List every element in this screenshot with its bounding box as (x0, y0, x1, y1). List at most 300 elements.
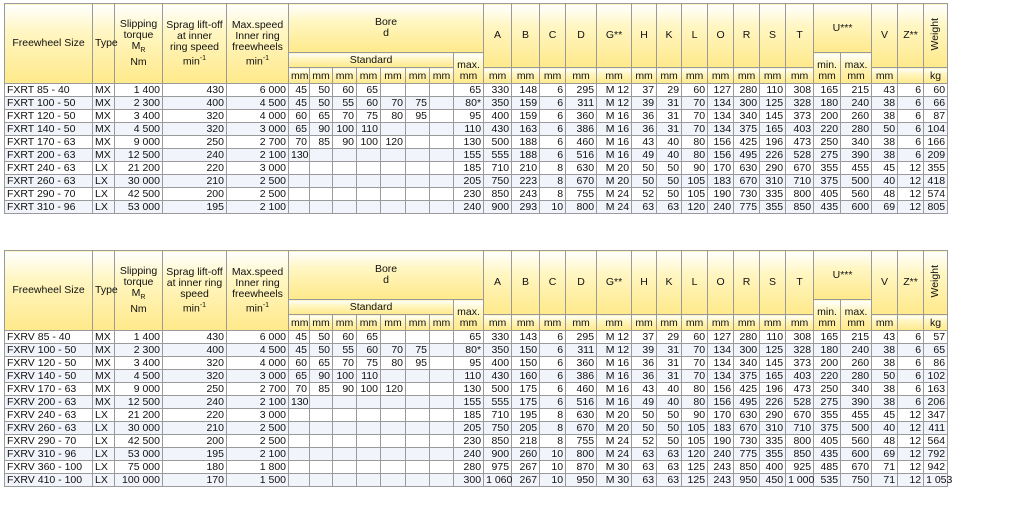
cell-bore-standard: 75 (357, 110, 381, 123)
cell-bore-max: 240 (454, 448, 484, 461)
cell-size: FXRT 170 - 63 (5, 136, 93, 149)
mm-unit: mm (734, 68, 760, 84)
cell-t: 328 (786, 344, 814, 357)
col-header-lift-off (163, 4, 227, 84)
cell-r: 670 (734, 175, 760, 188)
cell-k: 50 (657, 162, 682, 175)
cell-bore-standard (430, 188, 454, 201)
mm-unit: mm (459, 70, 478, 82)
cell-bore-standard: 75 (406, 97, 430, 110)
mm-unit: mm (818, 317, 836, 329)
cell-r: 950 (734, 474, 760, 487)
mm-unit: mm (357, 68, 381, 84)
cell-g: M 16 (597, 370, 632, 383)
cell-t: 710 (786, 422, 814, 435)
cell-d: 800 (566, 201, 597, 214)
cell-bore-standard: 90 (310, 370, 333, 383)
cell-type: MX (93, 344, 115, 357)
cell-kg: 65 (924, 344, 948, 357)
kg-unit: kg (924, 315, 948, 331)
cell-bore-standard (381, 422, 406, 435)
cell-z: 12 (898, 422, 924, 435)
cell-bore-standard (289, 474, 310, 487)
cell-torque: 53 000 (115, 448, 163, 461)
cell-umin: 405 (814, 435, 841, 448)
cell-lift-off: 430 (163, 331, 227, 344)
cell-umax: 215 (841, 84, 872, 97)
torque-label-line2: torque (123, 29, 154, 42)
cell-bore-standard (406, 435, 430, 448)
cell-b: 243 (512, 188, 540, 201)
cell-size: FXRV 170 - 63 (5, 383, 93, 396)
cell-umax: 390 (841, 396, 872, 409)
cell-type: MX (93, 136, 115, 149)
bore-label: Bore (374, 263, 398, 275)
cell-v: 38 (872, 97, 898, 110)
cell-umin: 375 (814, 175, 841, 188)
cell-umin: 200 (814, 357, 841, 370)
cell-a: 400 (484, 357, 512, 370)
cell-c: 10 (540, 201, 566, 214)
cell-lift-off: 250 (163, 136, 227, 149)
cell-bore-standard (310, 461, 333, 474)
cell-c: 6 (540, 97, 566, 110)
cell-bore-standard: 100 (333, 123, 357, 136)
mm-unit: mm (632, 68, 657, 84)
col-header-g: G** (597, 251, 632, 315)
table-row (5, 474, 948, 487)
cell-bore-standard: 60 (333, 84, 357, 97)
min-label: min. (817, 59, 837, 71)
cell-bore-standard (430, 422, 454, 435)
cell-bore-standard: 80 (381, 357, 406, 370)
cell-t: 403 (786, 370, 814, 383)
cell-max-speed: 2 100 (227, 201, 289, 214)
cell-bore-standard (357, 409, 381, 422)
cell-l: 105 (682, 422, 708, 435)
cell-v: 38 (872, 396, 898, 409)
cell-bore-max: 130 (454, 383, 484, 396)
mm-unit: mm (540, 68, 566, 84)
cell-bore-standard (406, 370, 430, 383)
cell-torque: 75 000 (115, 461, 163, 474)
cell-t: 403 (786, 123, 814, 136)
cell-size: FXRV 260 - 63 (5, 422, 93, 435)
mm-unit: mm (786, 315, 814, 331)
bore-standard-label: Standard (289, 53, 454, 68)
cell-size: FXRT 100 - 50 (5, 97, 93, 110)
torque-label-line1: Slipping (119, 18, 158, 31)
cell-bore-standard (406, 188, 430, 201)
cell-l: 60 (682, 84, 708, 97)
cell-max-speed: 1 800 (227, 461, 289, 474)
cell-z: 12 (898, 188, 924, 201)
cell-bore-standard: 55 (333, 97, 357, 110)
cell-bore-standard (333, 188, 357, 201)
cell-type: MX (93, 396, 115, 409)
cell-bore-max: 155 (454, 149, 484, 162)
col-header-lift-off (163, 251, 227, 331)
cell-h: 63 (632, 201, 657, 214)
mm-unit: mm (786, 68, 814, 84)
cell-bore-standard (430, 331, 454, 344)
cell-s: 310 (760, 422, 786, 435)
cell-bore-standard: 50 (310, 84, 333, 97)
mm-unit: mm (289, 315, 310, 331)
cell-torque: 21 200 (115, 162, 163, 175)
unit-blank (898, 315, 924, 331)
cell-t: 710 (786, 175, 814, 188)
cell-k: 29 (657, 84, 682, 97)
cell-v: 69 (872, 201, 898, 214)
cell-d: 360 (566, 357, 597, 370)
cell-bore-standard (406, 448, 430, 461)
cell-t: 800 (786, 188, 814, 201)
table-row (5, 383, 948, 396)
max-speed-label-line2: Inner ring (235, 29, 280, 42)
unit-blank (898, 68, 924, 84)
cell-bore-standard: 75 (406, 344, 430, 357)
cell-d: 311 (566, 97, 597, 110)
cell-bore-standard (430, 409, 454, 422)
mm-unit: mm (512, 68, 540, 84)
cell-v: 71 (872, 474, 898, 487)
table-row (5, 370, 948, 383)
cell-s: 145 (760, 357, 786, 370)
cell-v: 50 (872, 370, 898, 383)
cell-bore-standard: 130 (289, 396, 310, 409)
mm-unit: mm (484, 315, 512, 331)
cell-lift-off: 320 (163, 110, 227, 123)
cell-bore-standard (310, 396, 333, 409)
cell-umin: 375 (814, 422, 841, 435)
cell-k: 50 (657, 422, 682, 435)
cell-g: M 12 (597, 84, 632, 97)
cell-type: LX (93, 201, 115, 214)
cell-o: 134 (708, 344, 734, 357)
cell-type: MX (93, 383, 115, 396)
cell-torque: 4 500 (115, 123, 163, 136)
cell-d: 516 (566, 149, 597, 162)
cell-r: 375 (734, 370, 760, 383)
mm-unit: mm (381, 315, 406, 331)
cell-bore-standard (406, 422, 430, 435)
cell-bore-max: 65 (454, 84, 484, 97)
cell-size: FXRT 290 - 70 (5, 188, 93, 201)
cell-kg: 1 053 (924, 474, 948, 487)
cell-umax: 500 (841, 422, 872, 435)
cell-bore-standard: 100 (333, 370, 357, 383)
mm-unit: mm (566, 68, 597, 84)
cell-a: 710 (484, 409, 512, 422)
bore-standard-label: Standard (289, 300, 454, 315)
col-header-c: C (540, 251, 566, 315)
cell-bore-standard (406, 461, 430, 474)
cell-g: M 24 (597, 448, 632, 461)
cell-b: 210 (512, 162, 540, 175)
cell-b: 188 (512, 136, 540, 149)
cell-o: 127 (708, 84, 734, 97)
cell-g: M 20 (597, 175, 632, 188)
cell-size: FXRT 310 - 96 (5, 201, 93, 214)
fxrt-spec-table (4, 3, 948, 214)
cell-bore-max: 240 (454, 201, 484, 214)
cell-bore-standard: 65 (310, 357, 333, 370)
cell-kg: 564 (924, 435, 948, 448)
cell-v: 50 (872, 123, 898, 136)
bore-label: Bore (374, 16, 398, 28)
mm-unit: mm (847, 317, 865, 329)
cell-max-speed: 2 100 (227, 396, 289, 409)
cell-lift-off: 220 (163, 162, 227, 175)
col-header-v: V (872, 4, 898, 68)
cell-h: 49 (632, 396, 657, 409)
cell-k: 63 (657, 448, 682, 461)
cell-h: 63 (632, 448, 657, 461)
cell-size: FXRV 100 - 50 (5, 344, 93, 357)
table-row (5, 110, 948, 123)
cell-bore-standard (333, 396, 357, 409)
cell-r: 425 (734, 136, 760, 149)
cell-umax: 750 (841, 474, 872, 487)
cell-bore-standard (430, 357, 454, 370)
cell-h: 39 (632, 97, 657, 110)
cell-g: M 20 (597, 409, 632, 422)
col-header-type: Type (93, 4, 115, 84)
cell-bore-standard (357, 435, 381, 448)
cell-g: M 16 (597, 357, 632, 370)
torque-subscript: R (140, 294, 146, 302)
cell-t: 528 (786, 396, 814, 409)
cell-v: 69 (872, 448, 898, 461)
cell-c: 8 (540, 435, 566, 448)
cell-umin: 180 (814, 97, 841, 110)
cell-o: 240 (708, 448, 734, 461)
table-row (5, 435, 948, 448)
kg-unit: kg (924, 68, 948, 84)
cell-t: 670 (786, 162, 814, 175)
cell-l: 105 (682, 188, 708, 201)
cell-k: 29 (657, 331, 682, 344)
cell-h: 36 (632, 110, 657, 123)
cell-l: 60 (682, 331, 708, 344)
u-max-header (841, 53, 872, 84)
cell-bore-standard (406, 383, 430, 396)
cell-s: 290 (760, 409, 786, 422)
cell-bore-standard (310, 162, 333, 175)
cell-lift-off: 400 (163, 97, 227, 110)
col-header-weight (924, 251, 948, 315)
cell-kg: 104 (924, 123, 948, 136)
cell-c: 6 (540, 383, 566, 396)
cell-h: 52 (632, 435, 657, 448)
table-row (5, 448, 948, 461)
max-speed-unit: min (245, 55, 263, 68)
cell-bore-standard: 70 (381, 97, 406, 110)
cell-max-speed: 4 500 (227, 344, 289, 357)
cell-b: 175 (512, 396, 540, 409)
cell-b: 159 (512, 110, 540, 123)
cell-umax: 280 (841, 370, 872, 383)
cell-umin: 180 (814, 344, 841, 357)
cell-umax: 240 (841, 344, 872, 357)
cell-max-speed: 4 500 (227, 97, 289, 110)
cell-size: FXRV 240 - 63 (5, 409, 93, 422)
cell-t: 473 (786, 383, 814, 396)
cell-c: 10 (540, 474, 566, 487)
cell-bore-standard (406, 136, 430, 149)
cell-c: 8 (540, 409, 566, 422)
cell-bore-max: 185 (454, 409, 484, 422)
cell-kg: 206 (924, 396, 948, 409)
cell-k: 63 (657, 474, 682, 487)
cell-type: MX (93, 110, 115, 123)
cell-a: 1 060 (484, 474, 512, 487)
cell-bore-standard (333, 162, 357, 175)
cell-kg: 66 (924, 97, 948, 110)
cell-bore-standard (406, 84, 430, 97)
cell-h: 43 (632, 136, 657, 149)
cell-t: 1 000 (786, 474, 814, 487)
col-header-max-speed (227, 4, 289, 84)
cell-bore-standard: 90 (333, 383, 357, 396)
cell-umax: 390 (841, 149, 872, 162)
cell-kg: 57 (924, 331, 948, 344)
cell-t: 850 (786, 448, 814, 461)
cell-d: 630 (566, 162, 597, 175)
cell-v: 38 (872, 149, 898, 162)
cell-bore-standard: 100 (357, 383, 381, 396)
col-header-b: B (512, 251, 540, 315)
cell-r: 340 (734, 110, 760, 123)
cell-umax: 560 (841, 435, 872, 448)
cell-size: FXRV 120 - 50 (5, 357, 93, 370)
cell-s: 145 (760, 110, 786, 123)
mm-unit: mm (566, 315, 597, 331)
cell-t: 800 (786, 435, 814, 448)
cell-o: 240 (708, 201, 734, 214)
cell-o: 183 (708, 422, 734, 435)
cell-bore-standard (381, 162, 406, 175)
cell-z: 6 (898, 97, 924, 110)
cell-b: 159 (512, 97, 540, 110)
cell-lift-off: 320 (163, 357, 227, 370)
cell-k: 31 (657, 110, 682, 123)
cell-k: 31 (657, 344, 682, 357)
cell-bore-standard: 50 (310, 97, 333, 110)
cell-a: 555 (484, 396, 512, 409)
cell-d: 670 (566, 175, 597, 188)
cell-bore-standard: 95 (406, 357, 430, 370)
cell-t: 528 (786, 149, 814, 162)
cell-c: 6 (540, 357, 566, 370)
cell-torque: 42 500 (115, 188, 163, 201)
table-row (5, 201, 948, 214)
mm-unit: mm (430, 68, 454, 84)
cell-umin: 275 (814, 149, 841, 162)
cell-bore-standard: 70 (381, 344, 406, 357)
cell-d: 800 (566, 448, 597, 461)
cell-max-speed: 3 000 (227, 370, 289, 383)
cell-bore-standard (381, 84, 406, 97)
col-header-d: D (566, 4, 597, 68)
fxrv-spec-table (4, 250, 953, 487)
cell-t: 308 (786, 84, 814, 97)
mm-unit: mm (847, 70, 865, 82)
col-header-torque (115, 251, 163, 331)
cell-c: 6 (540, 84, 566, 97)
cell-b: 175 (512, 383, 540, 396)
cell-bore-standard (430, 461, 454, 474)
cell-s: 310 (760, 175, 786, 188)
cell-kg: 347 (924, 409, 948, 422)
cell-bore-standard (357, 396, 381, 409)
cell-bore-standard (289, 448, 310, 461)
cell-max-speed: 2 500 (227, 175, 289, 188)
cell-b: 160 (512, 370, 540, 383)
cell-v: 71 (872, 461, 898, 474)
cell-b: 218 (512, 435, 540, 448)
cell-t: 373 (786, 357, 814, 370)
cell-a: 500 (484, 136, 512, 149)
cell-bore-standard (430, 201, 454, 214)
weight-label: Weight (929, 17, 942, 51)
cell-z: 6 (898, 370, 924, 383)
cell-z: 6 (898, 136, 924, 149)
cell-r: 300 (734, 97, 760, 110)
table-row (5, 422, 948, 435)
cell-umax: 260 (841, 110, 872, 123)
cell-umax: 340 (841, 136, 872, 149)
cell-o: 134 (708, 357, 734, 370)
lift-off-label-line1: Sprag lift-off (166, 265, 223, 278)
cell-bore-standard: 70 (333, 110, 357, 123)
cell-size: FXRV 200 - 63 (5, 396, 93, 409)
cell-bore-standard (430, 149, 454, 162)
table-row (5, 344, 948, 357)
cell-d: 360 (566, 110, 597, 123)
mm-unit: mm (310, 315, 333, 331)
cell-s: 450 (760, 474, 786, 487)
cell-z: 6 (898, 123, 924, 136)
cell-d: 295 (566, 84, 597, 97)
cell-type: LX (93, 435, 115, 448)
col-header-s: S (760, 251, 786, 315)
mm-unit: mm (632, 315, 657, 331)
cell-h: 43 (632, 383, 657, 396)
cell-k: 31 (657, 97, 682, 110)
cell-max-speed: 4 000 (227, 357, 289, 370)
col-header-l: L (682, 251, 708, 315)
cell-bore-standard (310, 149, 333, 162)
cell-bore-standard (430, 175, 454, 188)
cell-bore-standard: 85 (310, 383, 333, 396)
cell-type: MX (93, 331, 115, 344)
cell-bore-max: 95 (454, 110, 484, 123)
cell-umin: 405 (814, 188, 841, 201)
lift-off-label-line3: ring speed (169, 40, 220, 53)
cell-c: 6 (540, 396, 566, 409)
cell-bore-max: 80* (454, 344, 484, 357)
col-header-v: V (872, 251, 898, 315)
cell-type: LX (93, 461, 115, 474)
cell-z: 6 (898, 396, 924, 409)
cell-o: 156 (708, 396, 734, 409)
cell-torque: 21 200 (115, 409, 163, 422)
cell-kg: 163 (924, 383, 948, 396)
cell-c: 8 (540, 422, 566, 435)
cell-v: 38 (872, 357, 898, 370)
